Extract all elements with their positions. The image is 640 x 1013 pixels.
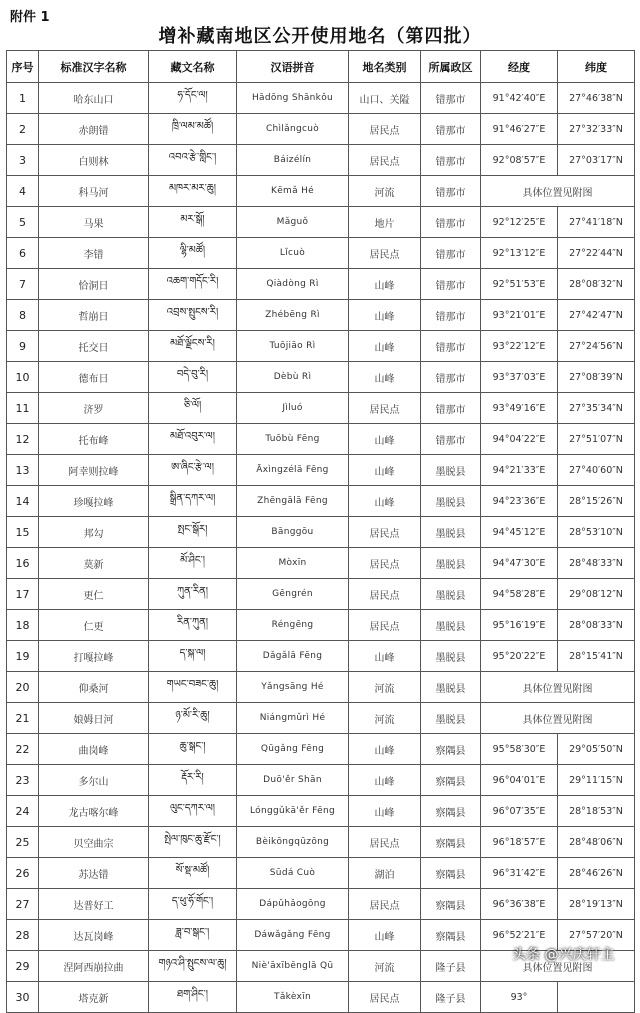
cell-chinese-name: 邦勾 [39, 517, 149, 548]
cell-category: 居民点 [349, 610, 421, 641]
table-row [7, 672, 635, 703]
cell-latitude: 27°41′18″N [558, 207, 635, 238]
cell-chinese-name: 李错 [39, 238, 149, 269]
cell-chinese-name: 白则林 [39, 145, 149, 176]
row-index: 9 [7, 331, 39, 362]
table-row [7, 238, 635, 269]
cell-category: 山峰 [349, 300, 421, 331]
cell-pinyin: Āxìngzélā Fēng [237, 455, 349, 486]
cell-tibetan-name: སྒྲིན་དཀར་ལ། [149, 486, 237, 517]
cell-category: 山峰 [349, 362, 421, 393]
cell-chinese-name: 涅阿西崩拉曲 [39, 951, 149, 982]
cell-tibetan-name: ལྷི་མཚོ། [149, 238, 237, 269]
cell-chinese-name: 济罗 [39, 393, 149, 424]
table-header-row [7, 51, 635, 83]
cell-region: 错那市 [421, 207, 481, 238]
cell-tibetan-name: ད་སྐ་ལ། [149, 641, 237, 672]
row-index: 23 [7, 765, 39, 796]
cell-tibetan-name: ཀུན་རིན། [149, 579, 237, 610]
cell-pinyin: Niángmǔrì Hé [237, 703, 349, 734]
cell-chinese-name: 仰桑河 [39, 672, 149, 703]
cell-category: 居民点 [349, 827, 421, 858]
cell-region: 察隅县 [421, 827, 481, 858]
cell-category: 山峰 [349, 796, 421, 827]
cell-category: 地片 [349, 207, 421, 238]
cell-tibetan-name: གཡང་བཟང་ཆུ། [149, 672, 237, 703]
cell-longitude: 96°31′42″E [481, 858, 558, 889]
cell-pinyin: Mǎguǒ [237, 207, 349, 238]
row-index: 2 [7, 114, 39, 145]
table-row [7, 548, 635, 579]
cell-region: 察隅县 [421, 765, 481, 796]
cell-region: 错那市 [421, 176, 481, 207]
cell-location-note: 具体位置见附图 [481, 672, 635, 703]
table-row [7, 424, 635, 455]
cell-chinese-name: 阿幸则拉峰 [39, 455, 149, 486]
cell-chinese-name: 哈东山口 [39, 83, 149, 114]
cell-pinyin: Dèbù Rì [237, 362, 349, 393]
column-header-chinese-name: 标准汉字名称 [39, 51, 149, 83]
cell-longitude: 96°18′57″E [481, 827, 558, 858]
cell-chinese-name: 赤朗错 [39, 114, 149, 145]
cell-location-note: 具体位置见附图 [481, 951, 635, 982]
row-index: 20 [7, 672, 39, 703]
cell-category: 山峰 [349, 920, 421, 951]
cell-region: 隆子县 [421, 951, 481, 982]
table-row [7, 517, 635, 548]
cell-latitude: 27°22′44″N [558, 238, 635, 269]
table-row [7, 641, 635, 672]
cell-pinyin: Sūdá Cuò [237, 858, 349, 889]
row-index: 3 [7, 145, 39, 176]
cell-pinyin: Tǎkèxīn [237, 982, 349, 1013]
cell-latitude: 27°24′56″N [558, 331, 635, 362]
cell-tibetan-name: ཐག་ཤིང་། [149, 982, 237, 1013]
cell-category: 河流 [349, 951, 421, 982]
cell-region: 察隅县 [421, 734, 481, 765]
cell-category: 山峰 [349, 424, 421, 455]
cell-tibetan-name: རྡོར་རི། [149, 765, 237, 796]
cell-category: 居民点 [349, 517, 421, 548]
row-index: 28 [7, 920, 39, 951]
table-row [7, 889, 635, 920]
cell-longitude: 94°45′12″E [481, 517, 558, 548]
cell-region: 错那市 [421, 269, 481, 300]
cell-region: 墨脱县 [421, 641, 481, 672]
cell-chinese-name: 莫新 [39, 548, 149, 579]
row-index: 14 [7, 486, 39, 517]
cell-region: 错那市 [421, 300, 481, 331]
cell-tibetan-name: གཉའ་ཤི་སྤུངས་ལ་ཆུ། [149, 951, 237, 982]
table-row [7, 486, 635, 517]
cell-region: 墨脱县 [421, 486, 481, 517]
cell-chinese-name: 托交日 [39, 331, 149, 362]
cell-longitude: 93°22′12″E [481, 331, 558, 362]
table-row [7, 114, 635, 145]
cell-longitude: 96°04′01″E [481, 765, 558, 796]
cell-tibetan-name: མཐོ་ལྗོངས་རི། [149, 331, 237, 362]
cell-longitude: 94°58′28″E [481, 579, 558, 610]
cell-category: 山峰 [349, 734, 421, 765]
cell-chinese-name: 恰洞日 [39, 269, 149, 300]
cell-longitude: 95°58′30″E [481, 734, 558, 765]
table-row [7, 207, 635, 238]
cell-location-note: 具体位置见附图 [481, 176, 635, 207]
cell-longitude: 96°52′21″E [481, 920, 558, 951]
table-row [7, 393, 635, 424]
cell-pinyin: Zhébēng Rì [237, 300, 349, 331]
cell-category: 居民点 [349, 889, 421, 920]
cell-longitude: 92°13′12″E [481, 238, 558, 269]
cell-region: 墨脱县 [421, 703, 481, 734]
cell-latitude: 28°08′33″N [558, 610, 635, 641]
table-row [7, 455, 635, 486]
cell-category: 山峰 [349, 486, 421, 517]
row-index: 16 [7, 548, 39, 579]
cell-tibetan-name: ཟླ་བ་སྒང་། [149, 920, 237, 951]
table-row [7, 145, 635, 176]
row-index: 1 [7, 83, 39, 114]
cell-region: 墨脱县 [421, 579, 481, 610]
cell-region: 墨脱县 [421, 610, 481, 641]
cell-chinese-name: 达普好工 [39, 889, 149, 920]
cell-longitude: 94°23′36″E [481, 486, 558, 517]
cell-latitude: 28°48′06″N [558, 827, 635, 858]
watermark: 头条 @兴庆轩主 [512, 947, 615, 963]
row-index: 13 [7, 455, 39, 486]
cell-region: 察隅县 [421, 858, 481, 889]
cell-chinese-name: 更仁 [39, 579, 149, 610]
cell-tibetan-name: སྤང་སྒོར། [149, 517, 237, 548]
cell-chinese-name: 托布峰 [39, 424, 149, 455]
cell-tibetan-name: མཁར་མར་ཆུ། [149, 176, 237, 207]
cell-pinyin: Lǐcuò [237, 238, 349, 269]
cell-pinyin: Bèikōngqūzōng [237, 827, 349, 858]
cell-category: 居民点 [349, 393, 421, 424]
cell-category: 居民点 [349, 548, 421, 579]
cell-tibetan-name: མཐོ་འབུར་ལ། [149, 424, 237, 455]
cell-latitude: 28°15′41″N [558, 641, 635, 672]
cell-pinyin: Tuōjiāo Rì [237, 331, 349, 362]
row-index: 10 [7, 362, 39, 393]
cell-pinyin: Lónggǔkā'ěr Fēng [237, 796, 349, 827]
cell-longitude: 92°51′53″E [481, 269, 558, 300]
row-index: 25 [7, 827, 39, 858]
cell-latitude: 28°53′10″N [558, 517, 635, 548]
cell-longitude: 95°20′22″E [481, 641, 558, 672]
cell-tibetan-name: འཆག་གདོང་རི། [149, 269, 237, 300]
row-index: 17 [7, 579, 39, 610]
table-row [7, 176, 635, 207]
table-row [7, 362, 635, 393]
cell-pinyin: Hādōng Shānkǒu [237, 83, 349, 114]
cell-pinyin: Duō'ěr Shān [237, 765, 349, 796]
row-index: 27 [7, 889, 39, 920]
cell-latitude: 28°46′26″N [558, 858, 635, 889]
cell-latitude: 27°57′20″N [558, 920, 635, 951]
cell-pinyin: Mòxīn [237, 548, 349, 579]
cell-pinyin: Dáwǎgǎng Fēng [237, 920, 349, 951]
cell-chinese-name: 苏达错 [39, 858, 149, 889]
table-row [7, 579, 635, 610]
cell-tibetan-name: ཉ་མོ་རི་ཆུ། [149, 703, 237, 734]
cell-longitude: 96°07′35″E [481, 796, 558, 827]
cell-category: 居民点 [349, 145, 421, 176]
cell-latitude: 27°08′39″N [558, 362, 635, 393]
row-index: 7 [7, 269, 39, 300]
cell-region: 隆子县 [421, 982, 481, 1013]
cell-pinyin: Bānggōu [237, 517, 349, 548]
row-index: 12 [7, 424, 39, 455]
cell-category: 居民点 [349, 114, 421, 145]
cell-longitude: 95°16′19″E [481, 610, 558, 641]
cell-pinyin: Gēngrén [237, 579, 349, 610]
table-row [7, 827, 635, 858]
cell-tibetan-name: མར་སྒོ། [149, 207, 237, 238]
cell-tibetan-name: བདེ་བུ་རི། [149, 362, 237, 393]
table-row [7, 703, 635, 734]
cell-pinyin: Kēmǎ Hé [237, 176, 349, 207]
cell-pinyin: Réngēng [237, 610, 349, 641]
cell-longitude: 94°47′30″E [481, 548, 558, 579]
cell-latitude: 27°46′38″N [558, 83, 635, 114]
cell-location-note: 具体位置见附图 [481, 703, 635, 734]
cell-tibetan-name: སོ་སྡ་མཚོ། [149, 858, 237, 889]
cell-category: 居民点 [349, 982, 421, 1013]
cell-region: 错那市 [421, 362, 481, 393]
cell-chinese-name: 科马河 [39, 176, 149, 207]
column-header-pinyin: 汉语拼音 [237, 51, 349, 83]
cell-latitude: 29°08′12″N [558, 579, 635, 610]
cell-category: 湖泊 [349, 858, 421, 889]
table-row [7, 269, 635, 300]
cell-region: 错那市 [421, 145, 481, 176]
row-index: 18 [7, 610, 39, 641]
row-index: 4 [7, 176, 39, 207]
cell-latitude: 27°51′07″N [558, 424, 635, 455]
cell-longitude: 94°21′33″E [481, 455, 558, 486]
cell-tibetan-name: ཅི་ལོ། [149, 393, 237, 424]
cell-latitude: 28°19′13″N [558, 889, 635, 920]
cell-pinyin: Dápǔhǎogōng [237, 889, 349, 920]
table-row [7, 83, 635, 114]
document-title: 增补藏南地区公开使用地名（第四批） [158, 26, 482, 47]
table-row [7, 796, 635, 827]
cell-tibetan-name: ཧ་དོང་ལ། [149, 83, 237, 114]
table-row [7, 734, 635, 765]
cell-pinyin: Niè'āxībēnglā Qū [237, 951, 349, 982]
cell-tibetan-name: ད་ཕུ་ཧོ་གོང་། [149, 889, 237, 920]
cell-longitude: 94°04′22″E [481, 424, 558, 455]
cell-longitude: 93°21′01″E [481, 300, 558, 331]
cell-pinyin: Qūgǎng Fēng [237, 734, 349, 765]
cell-region: 墨脱县 [421, 672, 481, 703]
row-index: 21 [7, 703, 39, 734]
cell-region: 错那市 [421, 393, 481, 424]
cell-longitude: 96°36′38″E [481, 889, 558, 920]
cell-chinese-name: 达瓦岗峰 [39, 920, 149, 951]
cell-tibetan-name: འབྲས་སྤུངས་རི། [149, 300, 237, 331]
cell-latitude: 29°05′50″N [558, 734, 635, 765]
cell-region: 墨脱县 [421, 455, 481, 486]
table-row [7, 982, 635, 1013]
cell-longitude: 91°42′40″E [481, 83, 558, 114]
cell-latitude: 29°11′15″N [558, 765, 635, 796]
column-header-longitude: 经度 [481, 51, 558, 83]
cell-tibetan-name: ཁྲི་ལམ་མཚོ། [149, 114, 237, 145]
cell-tibetan-name: རིན་ཀུན། [149, 610, 237, 641]
cell-chinese-name: 哲崩日 [39, 300, 149, 331]
place-names-table [6, 50, 635, 1013]
cell-pinyin: Jìluó [237, 393, 349, 424]
cell-category: 山峰 [349, 269, 421, 300]
cell-latitude: 28°48′33″N [558, 548, 635, 579]
cell-latitude: 27°40′60″N [558, 455, 635, 486]
cell-longitude: 93°37′03″E [481, 362, 558, 393]
cell-tibetan-name: ཨ་ཞིང་རྩེ་ལ། [149, 455, 237, 486]
cell-category: 山峰 [349, 331, 421, 362]
column-header-latitude: 纬度 [558, 51, 635, 83]
cell-chinese-name: 塔克新 [39, 982, 149, 1013]
cell-chinese-name: 多尔山 [39, 765, 149, 796]
cell-region: 错那市 [421, 238, 481, 269]
attachment-label: 附件 1 [10, 10, 50, 25]
cell-longitude: 93° [481, 982, 558, 1013]
row-index: 8 [7, 300, 39, 331]
cell-longitude: 91°46′27″E [481, 114, 558, 145]
cell-chinese-name: 曲岗峰 [39, 734, 149, 765]
cell-category: 山峰 [349, 765, 421, 796]
cell-longitude: 93°49′16″E [481, 393, 558, 424]
cell-latitude: 28°18′53″N [558, 796, 635, 827]
cell-latitude: 28°08′32″N [558, 269, 635, 300]
cell-pinyin: Yǎngsāng Hé [237, 672, 349, 703]
table-row [7, 765, 635, 796]
cell-latitude: 28°15′26″N [558, 486, 635, 517]
cell-region: 错那市 [421, 114, 481, 145]
cell-longitude: 92°08′57″E [481, 145, 558, 176]
column-header-tibetan-name: 藏文名称 [149, 51, 237, 83]
column-header-index: 序号 [7, 51, 39, 83]
row-index: 30 [7, 982, 39, 1013]
cell-pinyin: Qiàdòng Rì [237, 269, 349, 300]
cell-region: 错那市 [421, 331, 481, 362]
cell-chinese-name: 仁更 [39, 610, 149, 641]
cell-longitude: 92°12′25″E [481, 207, 558, 238]
cell-latitude: 27°42′47″N [558, 300, 635, 331]
table-row [7, 331, 635, 362]
cell-region: 墨脱县 [421, 517, 481, 548]
cell-tibetan-name: མོ་ཤིང་། [149, 548, 237, 579]
cell-category: 居民点 [349, 579, 421, 610]
row-index: 19 [7, 641, 39, 672]
cell-tibetan-name: ཆུ་སྒང་། [149, 734, 237, 765]
row-index: 29 [7, 951, 39, 982]
cell-region: 察隅县 [421, 920, 481, 951]
cell-tibetan-name: འབའ་རྩེ་གླིང་། [149, 145, 237, 176]
cell-tibetan-name: སྤེལ་ཁུང་ཆུ་རྫོང་། [149, 827, 237, 858]
cell-chinese-name: 娘姆日河 [39, 703, 149, 734]
cell-chinese-name: 贝空曲宗 [39, 827, 149, 858]
column-header-category: 地名类别 [349, 51, 421, 83]
table-row [7, 858, 635, 889]
cell-pinyin: Chìlǎngcuò [237, 114, 349, 145]
cell-category: 山峰 [349, 455, 421, 486]
cell-chinese-name: 打嘎拉峰 [39, 641, 149, 672]
row-index: 15 [7, 517, 39, 548]
table-row [7, 300, 635, 331]
cell-pinyin: Dǎgǎlā Fēng [237, 641, 349, 672]
cell-latitude: 27°32′33″N [558, 114, 635, 145]
cell-category: 河流 [349, 176, 421, 207]
cell-tibetan-name: ལུང་དཀར་ལ། [149, 796, 237, 827]
row-index: 26 [7, 858, 39, 889]
cell-region: 察隅县 [421, 889, 481, 920]
cell-region: 察隅县 [421, 796, 481, 827]
row-index: 6 [7, 238, 39, 269]
cell-region: 墨脱县 [421, 548, 481, 579]
row-index: 22 [7, 734, 39, 765]
column-header-region: 所属政区 [421, 51, 481, 83]
cell-region: 错那市 [421, 424, 481, 455]
cell-pinyin: Tuōbù Fēng [237, 424, 349, 455]
cell-chinese-name: 龙古喀尔峰 [39, 796, 149, 827]
cell-region: 错那市 [421, 83, 481, 114]
cell-pinyin: Zhēngālā Fēng [237, 486, 349, 517]
row-index: 24 [7, 796, 39, 827]
cell-category: 河流 [349, 703, 421, 734]
cell-latitude [558, 982, 635, 1013]
cell-latitude: 27°03′17″N [558, 145, 635, 176]
cell-category: 河流 [349, 672, 421, 703]
cell-category: 山口、关隘 [349, 83, 421, 114]
cell-pinyin: Báizélín [237, 145, 349, 176]
cell-chinese-name: 德布日 [39, 362, 149, 393]
cell-chinese-name: 马果 [39, 207, 149, 238]
cell-latitude: 27°35′34″N [558, 393, 635, 424]
cell-category: 山峰 [349, 641, 421, 672]
row-index: 11 [7, 393, 39, 424]
table-row [7, 610, 635, 641]
cell-chinese-name: 珍嘎拉峰 [39, 486, 149, 517]
row-index: 5 [7, 207, 39, 238]
cell-category: 居民点 [349, 238, 421, 269]
